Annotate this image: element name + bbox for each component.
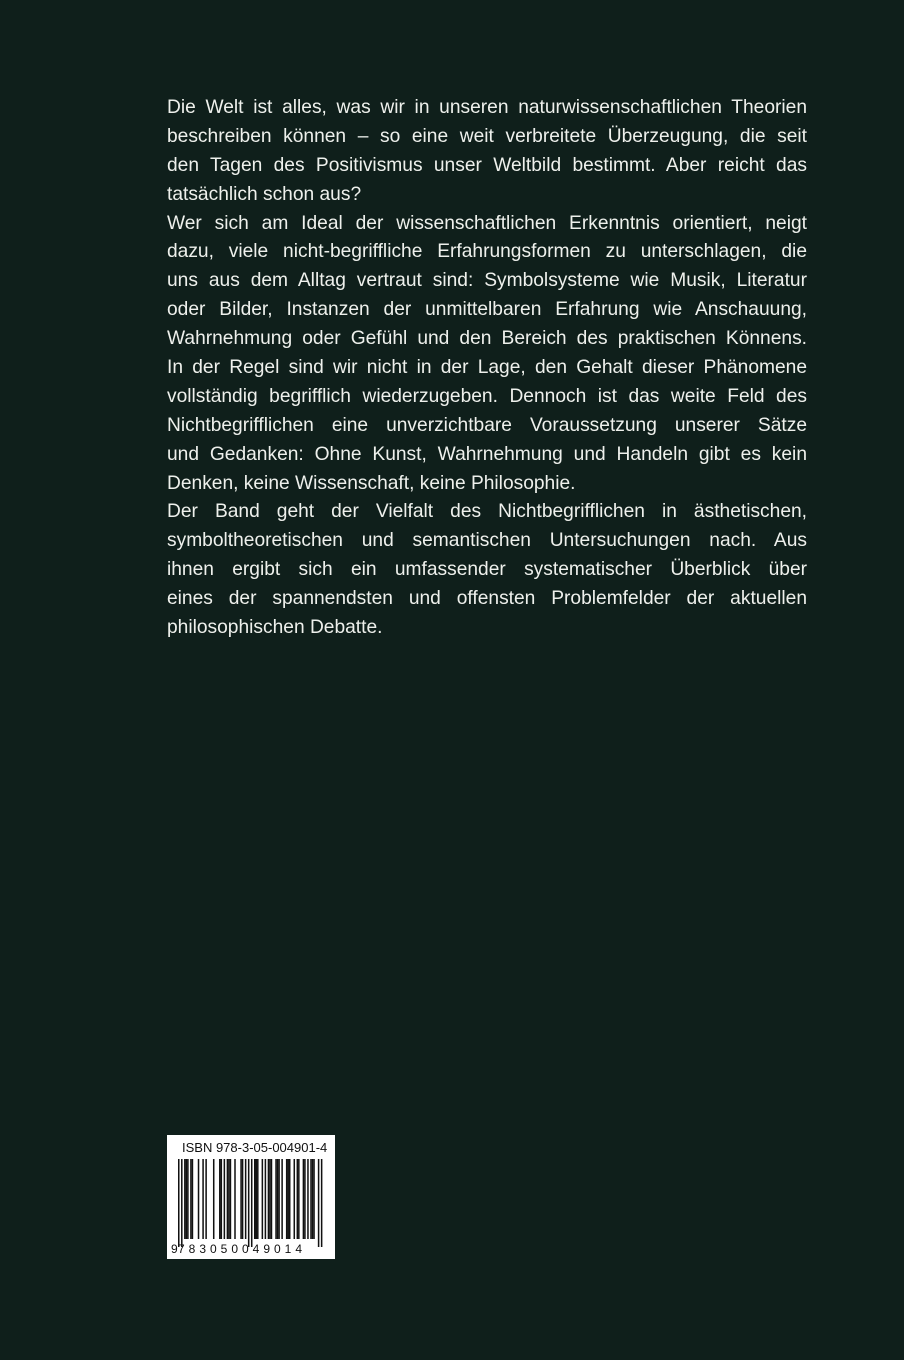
blurb-line: uns aus dem Alltag vertraut sind: Symbolsysteme wie Musik, Literatur (167, 270, 807, 292)
barcode-bar (318, 1159, 320, 1247)
barcode-bar (289, 1159, 291, 1239)
blurb-line: und Gedanken: Ohne Kunst, Wahrnehmung und Handeln gibt es kein (167, 443, 807, 465)
blurb-line: eines der spannendsten und offensten Problemfelder der aktuellen (167, 588, 807, 610)
blurb-line: tatsächlich schon aus? (167, 183, 362, 205)
barcode-bar (298, 1159, 300, 1239)
ean13-barcode (167, 1135, 335, 1259)
barcode-bar (205, 1159, 207, 1239)
barcode-digits-left: 783050 (178, 1242, 238, 1256)
barcode-bar (321, 1159, 323, 1247)
blurb-line: symboltheoretischen und semantischen Untersuchungen nach. Aus (167, 530, 807, 552)
barcode-bar (271, 1159, 273, 1239)
barcode-bar (262, 1159, 264, 1239)
barcode-bar (304, 1159, 306, 1239)
barcode-bar (186, 1159, 188, 1239)
barcode-bar (275, 1159, 277, 1239)
barcode-bar (251, 1159, 253, 1247)
barcode-bar (221, 1159, 223, 1239)
barcode-bar (248, 1159, 250, 1247)
barcode-bar (181, 1159, 183, 1247)
blurb-line: Wer sich am Ideal der wissenschaftlichen Erkenntnis orientiert, neigt (167, 212, 807, 234)
blurb-line: In der Regel sind wir nicht in der Lage, den Gehalt dieser Phänomene (167, 357, 807, 379)
barcode-bar (281, 1159, 283, 1239)
barcode-bar (287, 1159, 289, 1239)
barcode-digit-first: 9 (171, 1242, 178, 1256)
blurb-line: philosophischen Debatte. (167, 617, 383, 639)
barcode-bar (219, 1159, 221, 1239)
blurb-line: Denken, keine Wissenschaft, keine Philosophie. (167, 472, 576, 494)
barcode-bar (227, 1159, 229, 1239)
blurb-line: Der Band geht der Vielfalt des Nichtbegrifflichen in ästhetischen, (167, 501, 807, 523)
barcode-bar (234, 1159, 236, 1239)
barcode-bar (187, 1159, 189, 1239)
back-cover-blurb (167, 94, 807, 643)
barcode-bar (269, 1159, 271, 1239)
barcode-bar (265, 1159, 267, 1239)
barcode-bar (310, 1159, 312, 1239)
blurb-line: ihnen ergibt sich ein umfassender systematischer Überblick über (167, 559, 807, 581)
barcode-bar (257, 1159, 259, 1239)
barcode-bar (277, 1159, 279, 1239)
blurb-line: beschreiben können – so eine weit verbreitete Überzeugung, die seit (167, 125, 807, 147)
barcode-bar (192, 1159, 194, 1239)
blurb-line: Wahrnehmung oder Gefühl und den Bereich des praktischen Könnens. (167, 328, 807, 350)
barcode-bar (190, 1159, 192, 1239)
barcode-bar (198, 1159, 200, 1239)
barcode-bar (254, 1159, 256, 1239)
blurb-line: vollständig begrifflich wiederzugeben. Dennoch ist das weite Feld des (167, 385, 807, 407)
barcode-bar (178, 1159, 180, 1247)
barcode-bar (268, 1159, 270, 1239)
blurb-line: Nichtbegrifflichen eine unverzichtbare Voraussetzung unserer Sätze (167, 414, 807, 436)
barcode-bar (313, 1159, 315, 1239)
barcode-bar (228, 1159, 230, 1239)
blurb-line: den Tagen des Positivismus unser Weltbild bestimmt. Aber reicht das (167, 154, 807, 176)
barcode-bar (230, 1159, 232, 1239)
barcode-bar (202, 1159, 204, 1239)
barcode-bar (278, 1159, 280, 1239)
barcode-bar (240, 1159, 242, 1239)
barcode-bar (256, 1159, 258, 1239)
blurb-line: oder Bilder, Instanzen der unmittelbaren Erfahrung wie Anschauung, (167, 299, 807, 321)
barcode-bar (303, 1159, 305, 1239)
barcode-digits-right: 049014 (242, 1242, 302, 1256)
barcode-bar (312, 1159, 314, 1239)
barcode-bar (297, 1159, 299, 1239)
isbn-barcode-panel (167, 1135, 335, 1259)
isbn-label: ISBN 978-3-05-004901-4 (182, 1140, 328, 1155)
barcode-bar (242, 1159, 244, 1239)
barcode-bar (294, 1159, 296, 1239)
barcode-bar (307, 1159, 309, 1239)
barcode-bars (178, 1159, 322, 1247)
barcode-bar (286, 1159, 288, 1239)
barcode-bar (213, 1159, 215, 1239)
blurb-line: Die Welt ist alles, was wir in unseren naturwissenschaftlichen Theorien (167, 97, 807, 118)
barcode-bar (245, 1159, 247, 1239)
blurb-line: dazu, viele nicht-begriffliche Erfahrungsformen zu unterschlagen, die (167, 241, 807, 263)
barcode-bar (224, 1159, 226, 1239)
barcode-bar (184, 1159, 186, 1239)
